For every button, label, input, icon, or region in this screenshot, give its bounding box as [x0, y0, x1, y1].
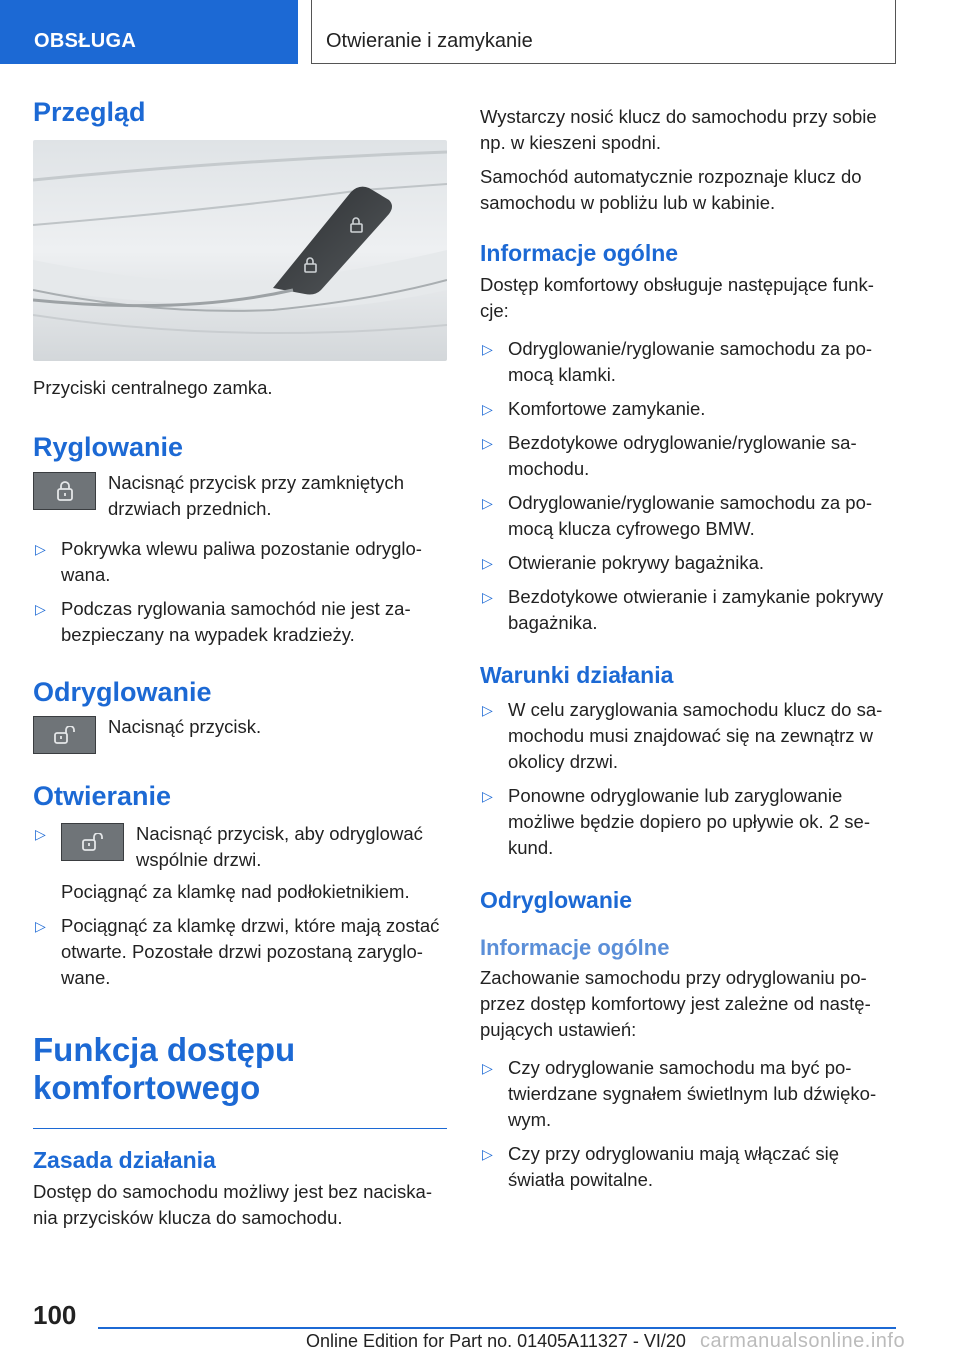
right-column [480, 104, 896, 1201]
list-item [33, 821, 447, 905]
conditions-heading: Warunki działania [480, 661, 674, 688]
triangle-bullet-icon: ▷ [35, 540, 46, 557]
intro-text-2: Samochód automatycznie rozpoznaje klucz do samochodu w pobliżu lub w kabinie. [480, 166, 862, 213]
list-item: ▷ Podczas ryglowania samochód nie jest zabezpieczany na wypadek kradzieży. [35, 597, 411, 645]
triangle-bullet-icon: ▷ [482, 494, 493, 511]
opening-steps [33, 821, 447, 991]
comfort-access-heading: Funkcja dostępu komfortowego [33, 1030, 296, 1106]
page-number: 100 [33, 1300, 77, 1330]
triangle-bullet-icon: ▷ [35, 600, 46, 617]
unlock-icon [33, 716, 96, 754]
triangle-bullet-icon: ▷ [482, 340, 493, 357]
opening-step1b-text: Pociągnąć za klamkę nad podłokietnikiem. [61, 880, 410, 902]
conditions-bullets [480, 697, 896, 861]
triangle-bullet-icon: ▷ [482, 1146, 493, 1163]
unlock-heading: Odryglowanie [480, 887, 633, 914]
lock-icon [33, 472, 96, 510]
footer-rule [98, 1327, 896, 1329]
triangle-bullet-icon: ▷ [482, 588, 493, 605]
opening-step-row [61, 821, 447, 873]
list-item: ▷ Bezdotykowe odryglowanie/ryglowanie samochodu. [482, 431, 857, 479]
list-item: ▷ W celu zaryglowania samochodu klucz do samochodu musi znajdować się na zewnątrz w okolicy drzwi. [482, 699, 883, 773]
door-lock-buttons-photo [33, 140, 447, 361]
unlocking-heading: Odryglowanie [33, 676, 212, 707]
locking-bullets [33, 536, 447, 648]
list-item: ▷ Odryglowanie/ryglowanie samochodu za pomocą klucza cyfrowego BMW. [482, 491, 873, 539]
opening-heading: Otwieranie [33, 781, 172, 812]
triangle-bullet-icon: ▷ [482, 400, 493, 417]
triangle-bullet-icon: ▷ [482, 554, 493, 571]
triangle-bullet-icon: ▷ [482, 1060, 493, 1077]
overview-heading: Przegląd [33, 97, 146, 127]
unlocking-text: Nacisnąć przycisk. [108, 716, 262, 738]
general-text: Dostęp komfortowy obsługuje następujące funkcje: [480, 273, 874, 321]
triangle-bullet-icon: ▷ [35, 917, 46, 934]
principle-heading: Zasada działania [33, 1147, 216, 1174]
list-item: ▷ Pokrywka wlewu paliwa pozostanie odryglowana. [35, 537, 422, 585]
list-item: ▷ Otwieranie pokrywy bagażnika. [480, 550, 896, 576]
unlock-sub-heading: Informacje ogólne [480, 934, 670, 960]
section-tab: OBSŁUGA [0, 0, 298, 64]
intro-text-1: Wystarczy nosić klucz do samochodu przy sobie np. w kieszeni spodni. [480, 106, 877, 153]
principle-text: Dostęp do samochodu możliwy jest bez naciskania przycisków klucza do samochodu. [33, 1181, 432, 1229]
left-column [33, 96, 447, 1239]
door-panel-illustration [33, 140, 447, 361]
unlock-icon [61, 823, 124, 861]
section-divider [33, 1128, 447, 1129]
list-item: ▷ Komfortowe zamykanie. [480, 396, 896, 422]
chapter-title: Otwieranie i zamykanie [326, 30, 533, 52]
locking-text: Nacisnąć przycisk przy zamkniętych drzwiach przednich. [108, 471, 405, 519]
locking-heading: Ryglowanie [33, 432, 184, 463]
triangle-bullet-icon: ▷ [482, 434, 493, 451]
triangle-bullet-icon: ▷ [482, 788, 493, 805]
watermark: carmanualsonline.info [700, 1330, 906, 1352]
unlock-button-row [33, 714, 447, 754]
edition-text: Online Edition for Part no. 01405A11327 - VI/20 [306, 1331, 686, 1351]
lock-button-row [33, 470, 447, 522]
list-item: ▷ Czy odryglowanie samochodu ma być potwierdzane sygnałem świetlnym lub dźwiękowym. [482, 1057, 877, 1131]
unlock-bullets [480, 1055, 896, 1193]
photo-caption: Przyciski centralnego zamka. [33, 377, 273, 399]
general-bullets [480, 336, 896, 636]
general-heading: Informacje ogólne [480, 240, 679, 266]
triangle-bullet-icon: ▷ [35, 825, 46, 842]
opening-step1-text: Nacisnąć przycisk, aby odryglować wspólnie drzwi. [136, 822, 423, 870]
triangle-bullet-icon: ▷ [482, 702, 493, 719]
list-item: ▷ Ponowne odryglowanie lub zaryglowanie możliwe będzie dopiero po upływie ok. 2 sekund. [482, 785, 870, 859]
list-item: ▷ Czy przy odryglowaniu mają włączać się światła powitalne. [482, 1143, 840, 1191]
list-item: ▷ Pociągnąć za klamkę drzwi, które mają zostać otwarte. Pozostałe drzwi pozostaną zaryglowane. [35, 914, 440, 988]
list-item: ▷ Bezdotykowe otwieranie i zamykanie pokrywy bagażnika. [482, 585, 884, 633]
list-item: ▷ Odryglowanie/ryglowanie samochodu za pomocą klamki. [482, 337, 873, 385]
unlock-text: Zachowanie samochodu przy odryglowaniu poprzez dostęp komfortowy jest zależne od następujących ustawień: [480, 967, 871, 1041]
